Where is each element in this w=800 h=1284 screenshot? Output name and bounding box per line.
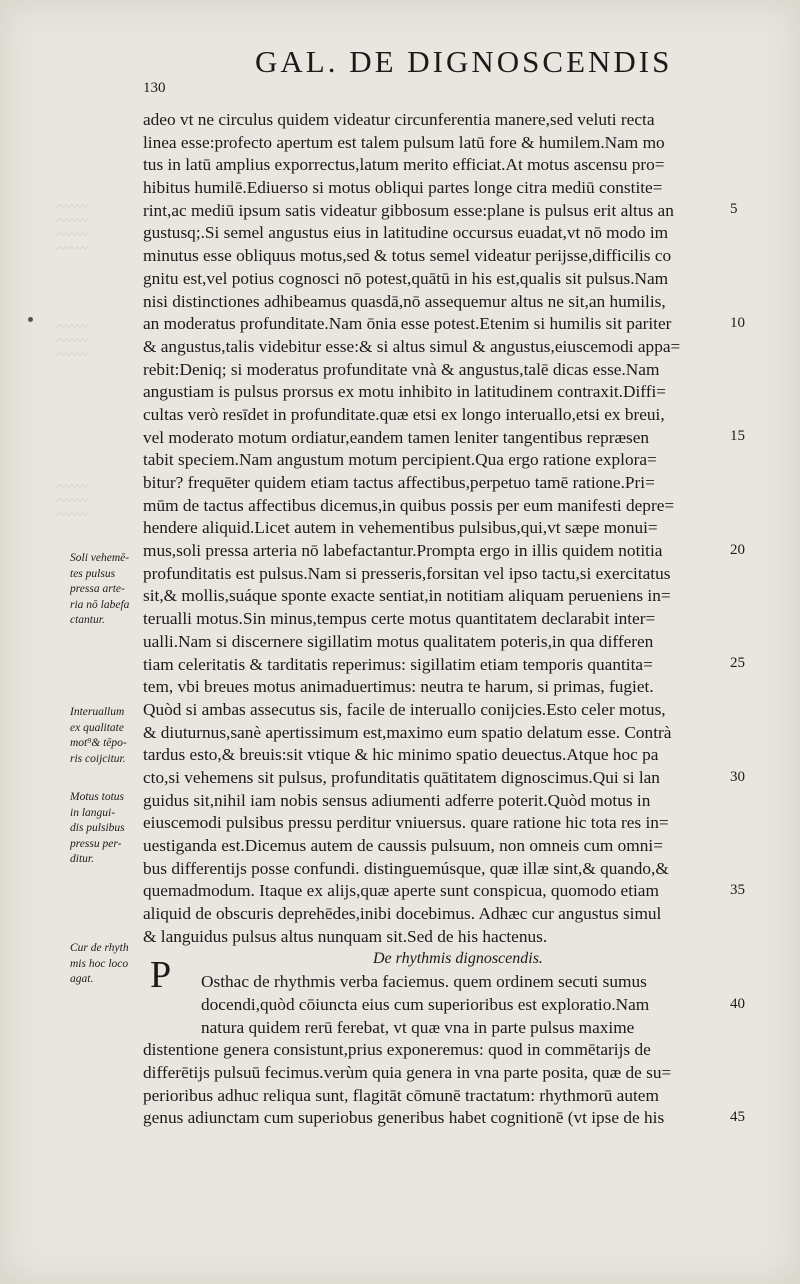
marginal-note-line: Cur de rhyth: [70, 942, 129, 954]
line-number: 15: [730, 428, 745, 444]
text-line: linea esse:profecto apertum est talem pulsum latū fore & humilem.Nam mo: [143, 132, 665, 152]
line-number: 40: [730, 996, 745, 1012]
text-line: mus,soli pressa arteria nō labefactantur.Prompta ergo in illis quidem notitia: [143, 541, 663, 561]
text-line: angustiam is pulsus prorsus ex motu inhibito in latitudinem contraxit.Diffi=: [143, 382, 667, 402]
text-line: tem, vbi breues motus animaduertimus: neutra te harum, si primas, fugiet.: [143, 677, 654, 697]
text-line: tus in latū amplius exporrectus,latum merito efficiat.At motus ascensu pro=: [143, 155, 665, 175]
marginal-note-line: ria nō labefa: [70, 598, 130, 611]
text-line: bus differentijs posse confundi. distinguemúsque, quæ illæ sint,& quando,&: [143, 858, 669, 878]
marginal-note-line: tes pulsus: [70, 567, 116, 580]
text-line: eiuscemodi pulsibus pressu perditur vniuersus. quare ratione hic tota res in=: [143, 813, 669, 833]
line-number: 45: [730, 1109, 745, 1125]
text-line: genus adiunctam cum superiobus generibus habet cognitionē (vt ipse de his: [143, 1108, 665, 1128]
text-line: rebit:Deniq; si moderatus profunditate vnà & angustus,talē dicas esse.Nam: [143, 359, 660, 379]
text-line: aliquid de obscuris deprehēdes,inibi docebimus. Adhæc cur angustus simul: [143, 904, 662, 924]
marginal-note-line: mis hoc loco: [70, 957, 129, 970]
text-line: gustusq;.Si semel angustus eius in latitudine occursus euadat,vt nō modo im: [143, 223, 669, 243]
marginal-note-line: ex qualitate: [70, 721, 124, 734]
marginal-note-line: ris coijcitur.: [70, 752, 126, 765]
text-line: uestiganda est.Dicemus autem de caussis pulsuum, non omneis cum omni=: [143, 836, 663, 855]
text-line: nisi distinctiones adhibeamus quasdā,nō assequemur altus ne sit,an humilis,: [143, 291, 666, 311]
line-number: 30: [730, 769, 745, 785]
ink-spot: [28, 317, 33, 322]
marginal-note-line: pressu per-: [70, 837, 122, 850]
text-block: [143, 109, 728, 1130]
text-line: & languidus pulsus altus nunquam sit.Sed de his hactenus.: [143, 926, 548, 946]
marginal-note: [70, 551, 140, 629]
line-number: 20: [730, 542, 745, 558]
marginal-note-line: in langui-: [70, 806, 116, 819]
line-number: 10: [730, 315, 745, 331]
text-line: cto,si vehemens sit pulsus, profunditatis quātitatem dignoscimus.Qui si lan: [143, 767, 660, 787]
marginal-note-line: ditur.: [70, 853, 94, 865]
text-line: Quòd si ambas assecutus sis, facile de interuallo conijcies.Esto celer motus,: [143, 699, 666, 719]
text-line: & diuturnus,sanè apertissimum est,maximo eum spatio delatum esse. Contrà: [143, 722, 672, 742]
running-title: GAL. DE DIGNOSCENDIS: [255, 44, 673, 79]
text-line: vel moderato motum ordiatur,eandem tamen leniter tangentibus repræsen: [143, 427, 650, 447]
show-through-left-3: 〰〰〰 〰〰〰 〰〰〰: [55, 481, 88, 521]
text-line: hendere aliquid.Licet autem in vehementibus pulsibus,qui,vt sæpe monui=: [143, 518, 658, 538]
line-number: 5: [730, 201, 738, 217]
marginal-note-line: Motus totus: [70, 791, 124, 803]
text-line: tiam celeritatis & tarditatis reperimus: sigillatim etiam temporis quantita=: [143, 654, 653, 674]
marginal-note: [70, 790, 140, 868]
text-line: mūm de tactus affectibus dicemus,in quibus possis per eum manifesti depre=: [143, 495, 675, 515]
text-line: Osthac de rhythmis verba faciemus. quem ordinem secuti sumus: [201, 972, 647, 992]
marginal-note-line: dis pulsibus: [70, 822, 125, 834]
marginal-note-line: agat.: [70, 973, 94, 985]
text-line: quemadmodum. Itaque ex alijs,quæ aperte sunt conspicua, quomodo etiam: [143, 881, 659, 901]
text-line: docendi,quòd cōiuncta eius cum superioribus est exploratio.Nam: [201, 994, 650, 1014]
drop-cap: P: [150, 954, 172, 996]
marginal-note: [70, 705, 140, 767]
text-line: profunditatis est pulsus.Nam si presseris,forsitan vel ipso tactu,si exercitatus: [143, 563, 671, 583]
show-through-left-2: 〰〰〰 〰〰〰 〰〰〰: [55, 321, 88, 361]
text-line: ualli.Nam si discernere sigillatim motus qualitatem poteris,in qua differen: [143, 631, 654, 651]
text-line: bitur? frequēter quidem etiam tactus affectibus,perpetuo tamē ratione.Pri=: [143, 473, 655, 492]
text-line: hibitus humilē.Ediuerso si motus obliqui partes longe citra mediū constite=: [143, 178, 663, 198]
text-line: an moderatus profunditate.Nam ōnia esse potest.Etenim si humilis sit pariter: [143, 314, 672, 334]
marginal-note: [70, 941, 140, 988]
text-line: differētijs pulsuū fecimus.verùm quia genera in vna parte posita, quæ de su=: [143, 1062, 672, 1082]
marginal-note-line: Soli vehemē-: [70, 552, 130, 564]
text-line: distentione genera consistunt,prius exponeremus: quod in commētarijs de: [143, 1040, 651, 1060]
text-line: rint,ac mediū ipsum satis videatur gibbosum esse:plane is pulsus erit altus an: [143, 200, 674, 220]
text-line: tabit speciem.Nam angustum motum percipient.Qua ergo ratione explora=: [143, 450, 657, 470]
text-line: cultas verò resīdet in profunditate.quæ etsi ex longo interuallo,etsi ex breui,: [143, 404, 665, 424]
line-number: 25: [730, 655, 745, 671]
marginal-note-line: ctantur.: [70, 614, 105, 626]
text-line: & angustus,talis videbitur esse:& si altus simul & angustus,eiuscemodi appa=: [143, 336, 681, 356]
show-through-left: 〰〰〰 〰〰〰 〰〰〰 〰〰〰: [55, 201, 88, 255]
text-line: perioribus adhuc reliqua sunt, flagitāt cōmunē tractatum: rhythmorū autem: [143, 1085, 659, 1105]
text-line: guidus sit,nihil iam nobis sensus adiumenti adferre poterit.Quòd motus in: [143, 790, 651, 810]
section-heading: De rhythmis dignoscendis.: [373, 950, 543, 968]
text-line: tardus esto,& breuis:sit vtique & hic minimo spatio deuectus.Atque hoc pa: [143, 745, 659, 765]
text-line: adeo vt ne circulus quidem videatur circunferentia manere,sed veluti recta: [143, 110, 655, 129]
text-line: minutus esse obliquus motus,sed & totus semel videatur perijsse,difficilis co: [143, 246, 672, 266]
text-line: terualli motus.Sin minus,tempus certe motus quantitatem declarabit inter=: [143, 609, 656, 629]
text-line: gnitu est,vel potius cognosci nō potest,quātū in his est,qualis sit pulsus.Nam: [143, 268, 669, 288]
line-number: 35: [730, 882, 745, 898]
page-number: 130: [143, 80, 166, 96]
text-line: natura quidem rerū ferebat, vt quæ vna in parte pulsus maxime: [201, 1017, 635, 1037]
marginal-note-line: Interuallum: [70, 706, 125, 718]
marginal-note-line: pressa arte-: [70, 583, 125, 595]
text-line: sit,& mollis,suáque sponte exacte sentiat,in notitiam aliquam perueniens in=: [143, 586, 671, 606]
marginal-note-line: mot⁹& tēpo-: [70, 737, 127, 749]
